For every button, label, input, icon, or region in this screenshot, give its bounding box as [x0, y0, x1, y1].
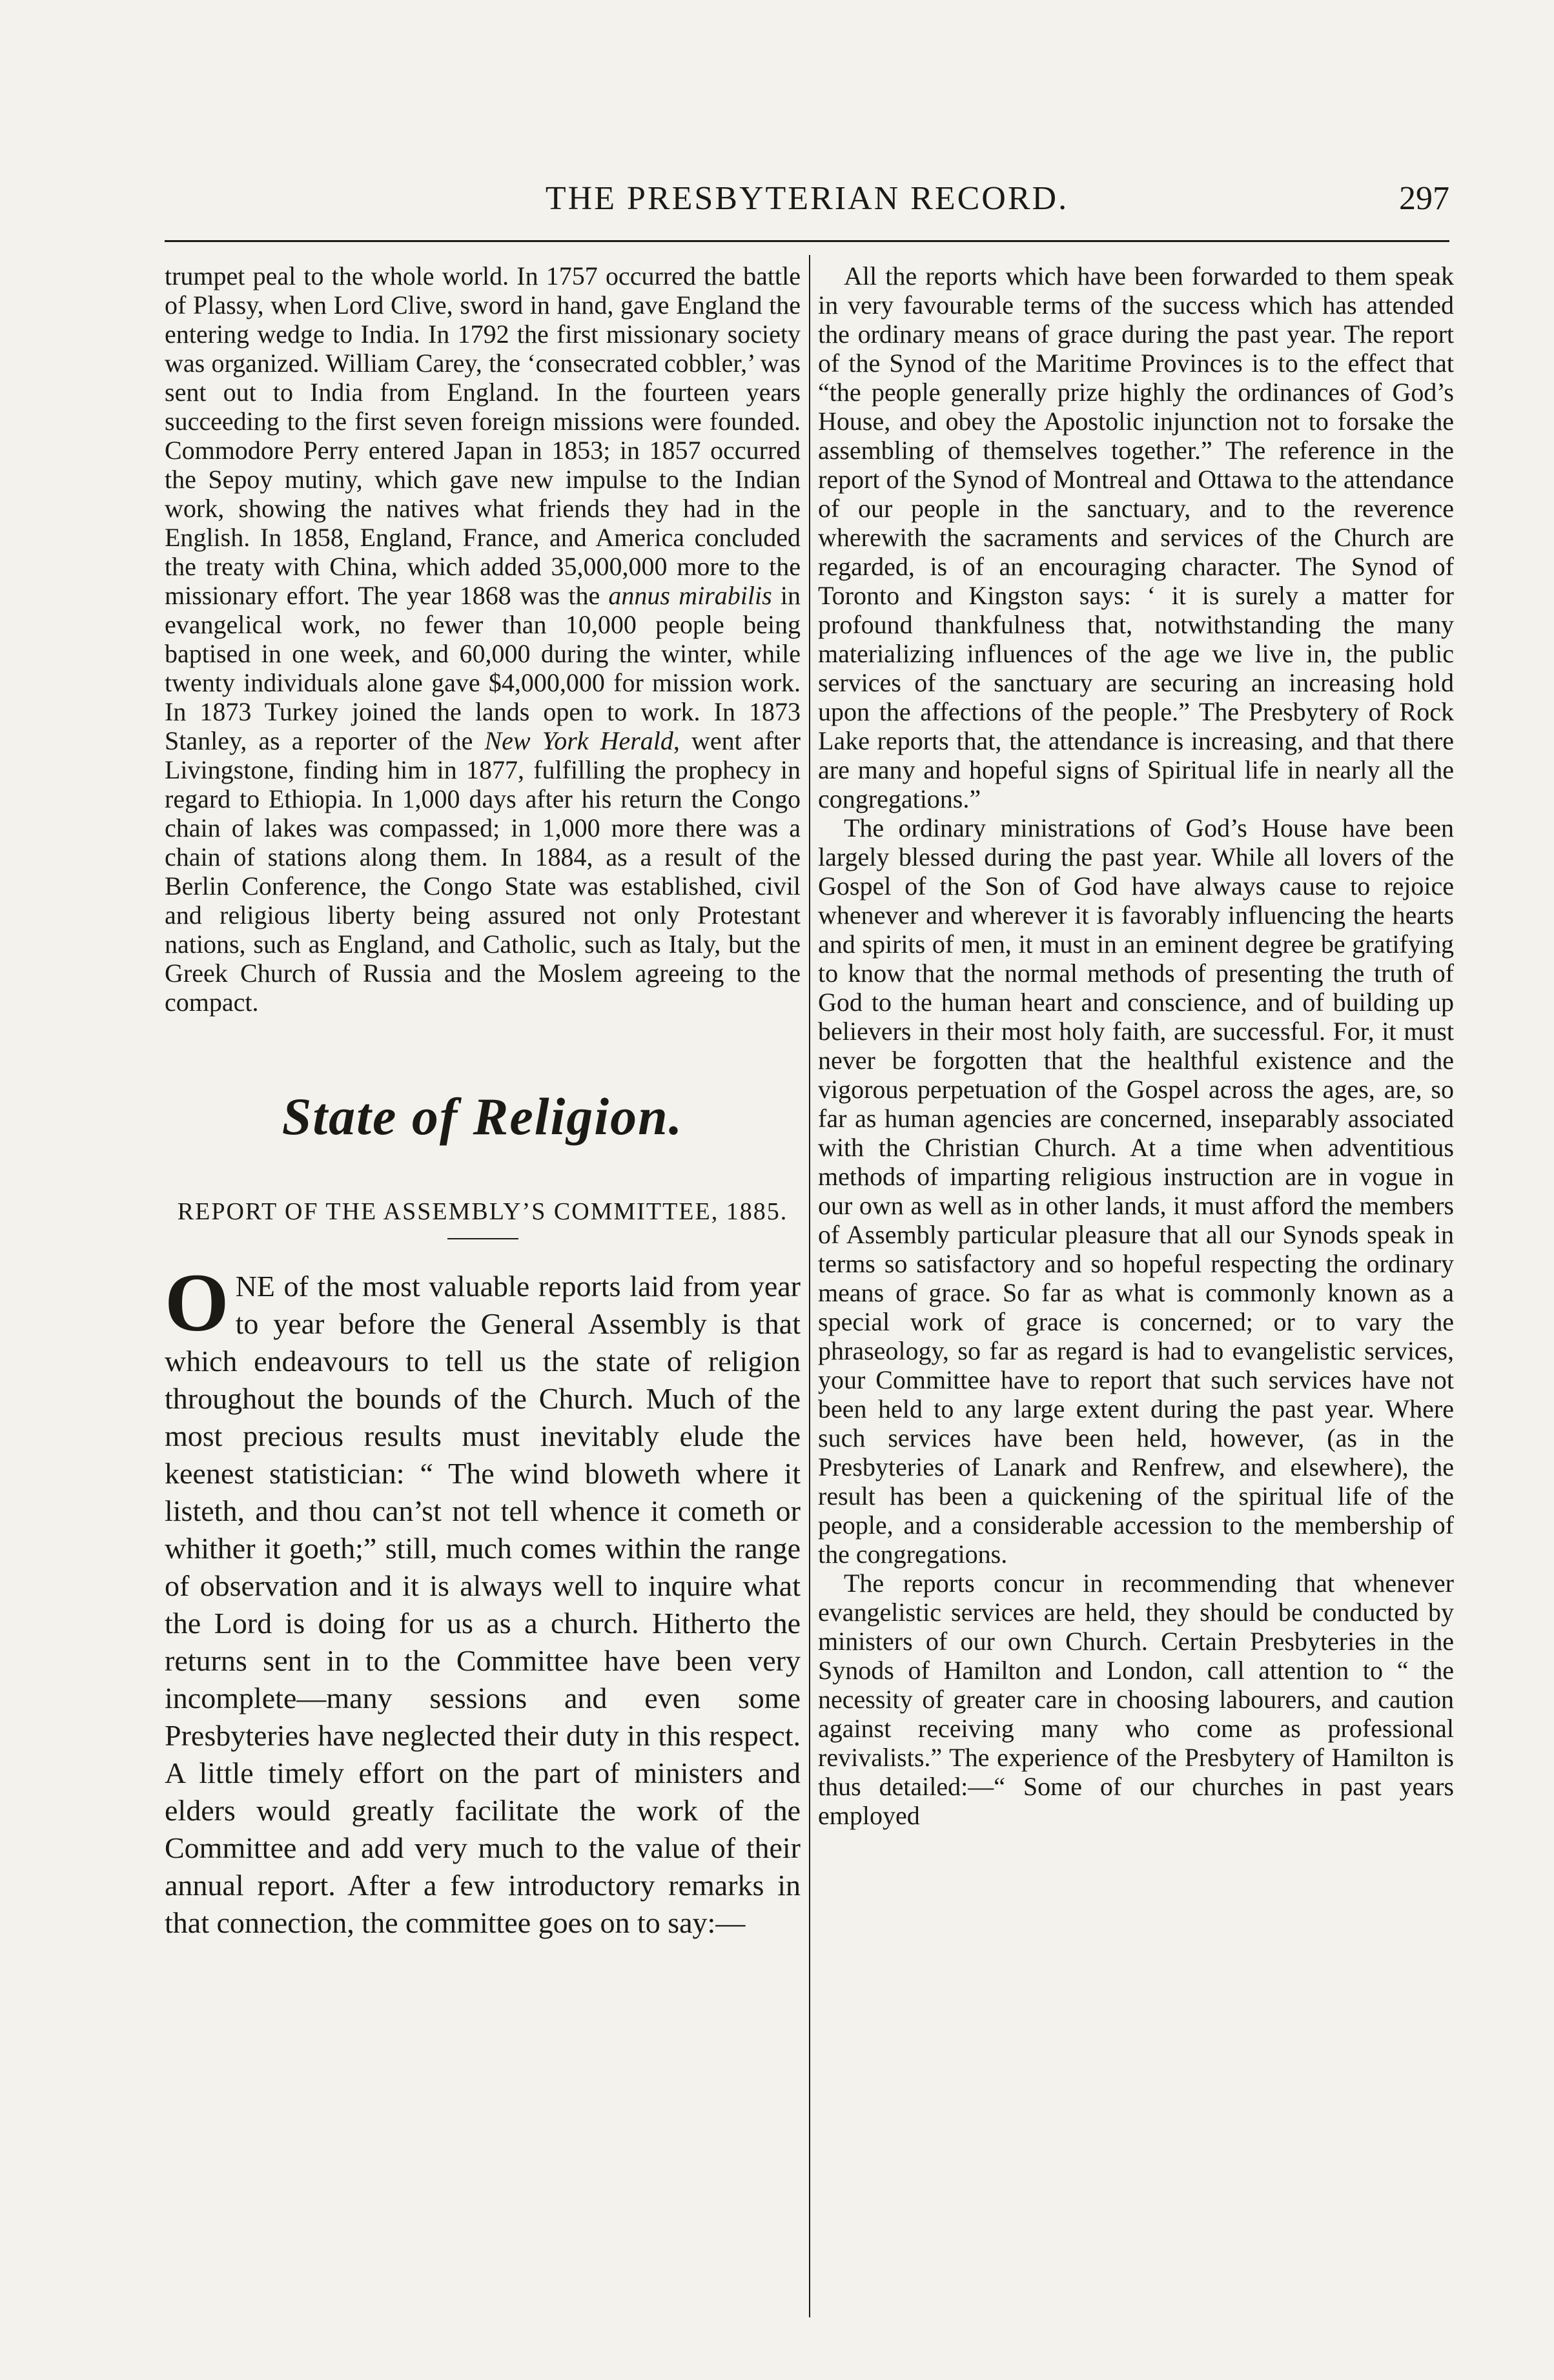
history-text-1: trumpet peal to the whole world. In 1757 occurred the battle of Plassy, when Lord Clive, sword in hand, gave England the entering wedge to India. In 1792 the first missionary society was organized. William Carey, the ‘consecrated cobbler,’ was sent out to India from England. In the fourteen years succeeding to the first seven foreign missions were founded. Commodore Perry entered Japan in 1853; in 1857 occurred the Sepoy mutiny, which gave new impulse to the Indian work, showing the natives what friends they had in the English. In 1858, England, France, and America concluded the treaty with China, which added 35,000,000 more to the missionary effort. The year 1868 was the — [165, 261, 801, 610]
right-column — [818, 261, 1454, 2359]
reports-paragraph: All the reports which have been forwarded to them speak in very favourable terms of the success which has attended the ordinary means of grace during the past year. The report of the Synod of the Maritime Provinces is to the effect that “the people generally prize highly the ordinances of God’s House, and obey the Apostolic injunction not to forsake the assembling of themselves together.” The reference in the report of the Synod of Montreal and Ottawa to the attendance of our people in the sanctuary, and to the reverence wherewith the sacraments and services of the Church are regarded, is of an encouraging character. The Synod of Toronto and Kingston says: ‘ it is surely a matter for profound thankfulness that, notwithstanding the many materializing influences of the age we live in, the public services of the sanctuary are securing an increasing hold upon the affections of the people.” The Presbytery of Rock Lake reports that, the attendance is increasing, and that there are many and hopeful signs of Spiritual life in nearly all the congregations.” — [818, 261, 1454, 813]
section-title: State of Religion. — [281, 1087, 684, 1146]
column-divider — [809, 255, 810, 2317]
history-text-3: , went after Livingstone, finding him in 1877, fulfilling the prophecy in regard to Ethiopia. In 1,000 days after his return the Congo chain of lakes was compassed; in 1,000 more there was a chain of stations along them. In 1884, as a result of the Berlin Conference, the Congo State was established, civil and religious liberty being assured not only Protestant nations, such as England, and Catholic, such as Italy, but the Greek Church of Russia and the Moslem agreeing to the compact. — [165, 726, 801, 1017]
report-subtitle: REPORT OF THE ASSEMBLY’S COMMITTEE, 1885. — [177, 1198, 788, 1225]
page-header — [165, 173, 1449, 225]
history-text-2: in evangelical work, no fewer than 10,000 people being baptised in one week, and 60,000 during the winter, while twenty individuals alone gave $4,000,000 for mission work. In 1873 Turkey joined the lands open to work. In 1873 Stanley, as a reporter of the — [165, 581, 801, 755]
opening-paragraph — [165, 1257, 801, 1942]
annus-mirabilis: annus mirabilis — [608, 581, 772, 610]
left-column — [165, 261, 801, 2359]
page-number: 297 — [1399, 180, 1449, 217]
drop-cap: O — [165, 1257, 229, 1348]
header-rule — [165, 240, 1449, 242]
evangelistic-paragraph: The reports concur in recommending that whenever evangelistic services are held, they should be conducted by ministers of our own Church. Certain Presbyteries in the Synods of Hamilton and London, call attention to “ the necessity of greater care in choosing labourers, and caution against receiving many who come as professional revivalists.” The experience of the Presbytery of Hamilton is thus detailed:—“ Some of our churches in past years employed — [818, 1569, 1454, 1830]
newspaper-title: New York Herald — [484, 726, 673, 755]
short-divider — [447, 1238, 518, 1239]
history-paragraph — [165, 261, 801, 1017]
running-title: THE PRESBYTERIAN RECORD. — [545, 180, 1069, 217]
ministrations-paragraph: The ordinary ministrations of God’s House have been largely blessed during the past year. While all lovers of the Gospel of the Son of God have always cause to rejoice whenever and wherever it is favorably influencing the hearts and spirits of men, it must in an eminent degree be gratifying to know that the normal methods of presenting the truth of God to the human heart and conscience, and of building up believers in their most holy faith, are successful. For, it must never be forgotten that the healthful existence and the vigorous perpetuation of the Gospel across the ages, are, so far as human agencies are concerned, inseparably associated with the Christian Church. At a time when adventitious methods of imparting religious instruction are in vogue in our own as well as in other lands, it must afford the members of Assembly particular pleasure that all our Synods speak in terms so satisfactory and so hopeful respecting the ordinary means of grace. So far as what is commonly known as a special work of grace is concerned; or to vary the phraseology, so far as regard is had to evangelistic services, your Committee have to report that such services have not been held to any large extent during the past year. Where such services have been held, however, (as in the Presbyteries of Lanark and Renfrew, and elsewhere), the result has been a quickening of the spiritual life of the people, and a considerable accession to the membership of the congregations. — [818, 813, 1454, 1569]
opening-text: NE of the most valuable reports laid from year to year before the General Assembly is that which endeavours to tell us the state of religion throughout the bounds of the Church. Much of the most precious results must inevitably elude the keenest statistician: “ The wind bloweth where it listeth, and thou can’st not tell whence it cometh or whither it goeth;” still, much comes within the range of observation and it is always well to inquire what the Lord is doing for us as a church. Hitherto the returns sent in to the Committee have been very incomplete—many sessions and even some Presbyteries have neglected their duty in this respect. A little timely effort on the part of ministers and elders would greatly facilitate the work of the Committee and add very much to the value of their annual report. After a few introductory remarks in that connection, the committee goes on to say:— — [165, 1270, 801, 1939]
